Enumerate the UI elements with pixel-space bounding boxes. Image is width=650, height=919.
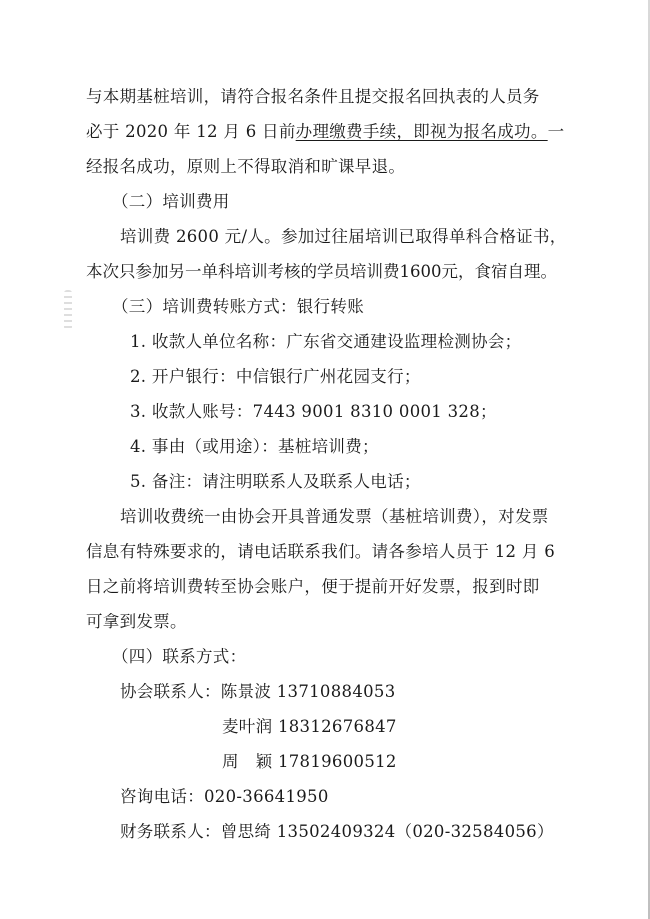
list-item: 2. 开户银行：中信银行广州花园支行； [130,367,421,386]
section-heading-fees: （二）培训费用 [112,192,230,211]
list-item: 1. 收款人单位名称：广东省交通建设监理检测协会； [130,332,522,351]
list-item: 5. 备注：请注明联系人及联系人电话； [130,472,421,491]
paragraph-line: 培训费 2600 元/人。参加过往届培训已取得单科合格证书， [120,227,567,246]
paragraph-line: 可拿到发票。 [86,612,187,631]
section-heading-transfer: （三）培训费转账方式：银行转账 [112,297,364,316]
paragraph-line: 与本期基桩培训，请符合报名条件且提交报名回执表的人员务 [86,87,540,106]
underlined-notice: 办理缴费手续，即视为报名成功。 [295,122,548,141]
list-item: 3. 收款人账号：7443 9001 8310 0001 328； [130,402,497,421]
paragraph-line: 本次只参加另一单科培训考核的学员培训费1600元，食宿自理。 [86,262,557,281]
deadline-text: 必于 2020 年 12 月 6 日前 [86,122,296,141]
paragraph-fragment: 一 [547,122,565,141]
paragraph-line: 培训收费统一由协会开具普通发票（基桩培训费），对发票 [120,507,549,526]
paragraph-line [86,120,564,144]
scan-mark [64,290,72,330]
paragraph-line: 信息有特殊要求的，请电话联系我们。请各参培人员于 12 月 6 [86,542,556,561]
list-item: 4. 事由（或用途）：基桩培训费； [130,437,379,456]
finance-contact: 财务联系人：曾思绮 13502409324（020-32584056） [120,822,554,841]
consult-phone: 咨询电话：020-36641950 [120,787,329,806]
section-heading-contacts: （四）联系方式： [112,647,247,666]
paragraph-line: 日之前将培训费转至协会账户，便于提前开好发票，报到时即 [86,577,540,596]
paragraph-line: 经报名成功，原则上不得取消和旷课早退。 [86,157,406,176]
contact-line: 麦叶润 18312676847 [222,717,397,736]
contact-line: 协会联系人：陈景波 13710884053 [120,682,396,701]
contact-line: 周 颖 17819600512 [222,752,397,771]
